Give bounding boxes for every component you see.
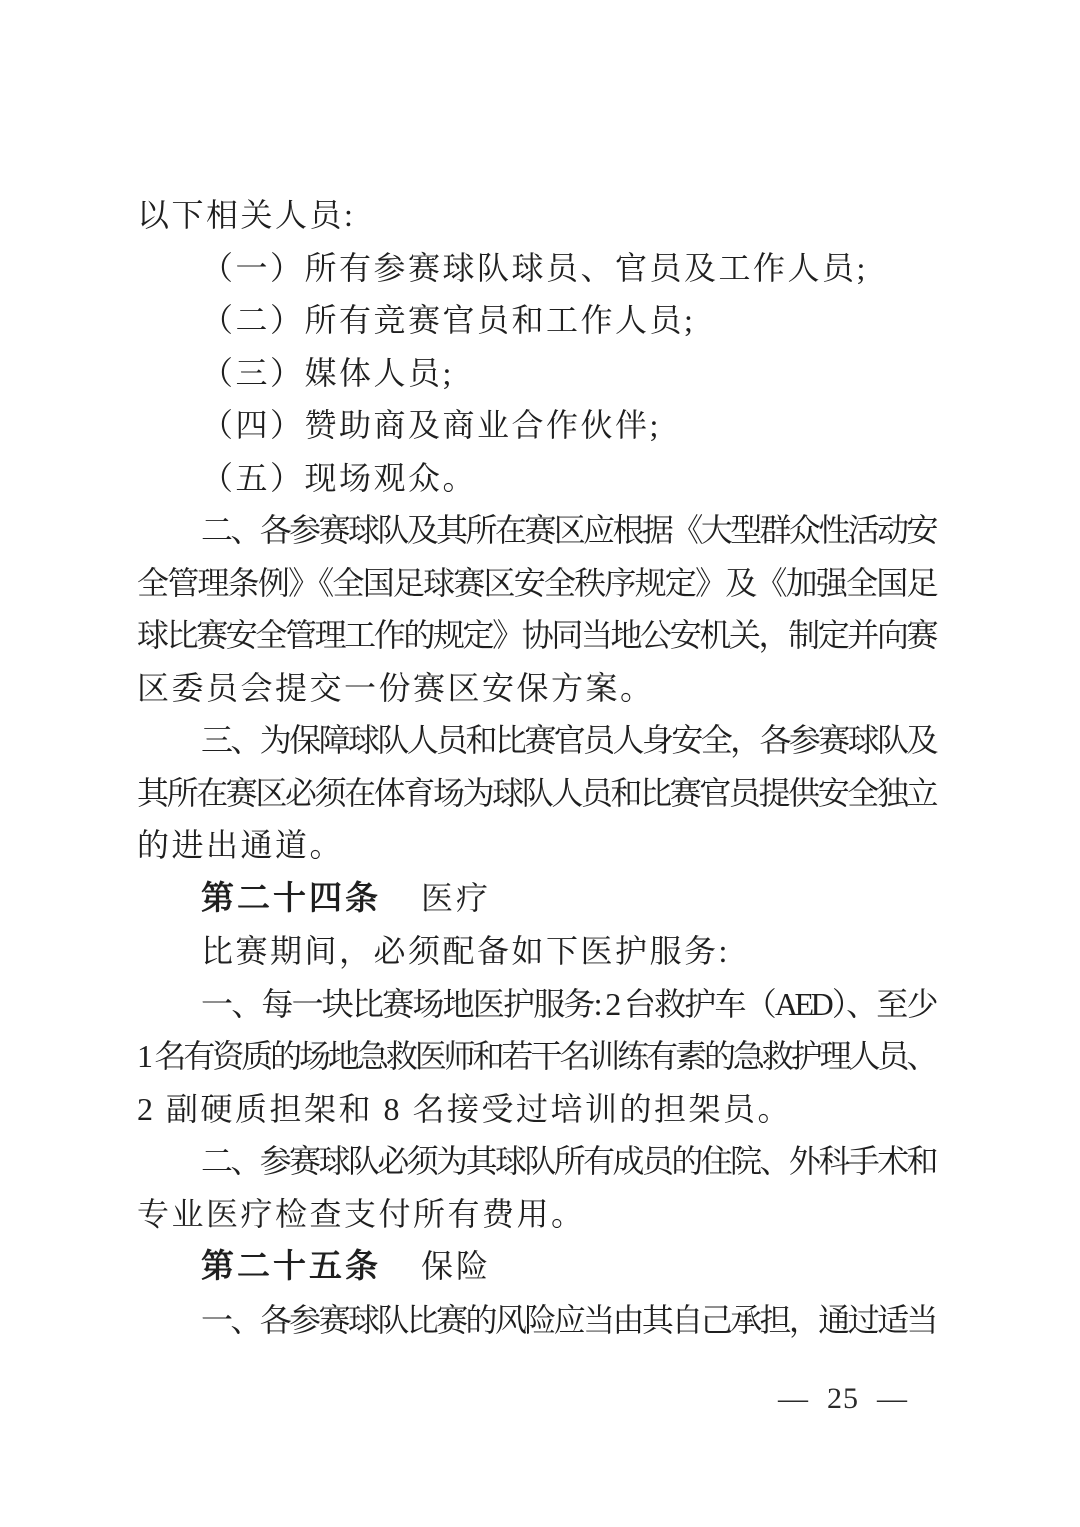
text-line: 的进出通道。 [137,827,345,863]
text-line: 二、参赛球队必须为其球队所有成员的住院、外科手术和 [201,1143,935,1179]
page-number-dash-left: — [778,1382,809,1415]
text-line: 其所在赛区必须在体育场为球队人员和比赛官员提供安全独立 [137,774,935,811]
text-line: 2 副硬质担架和 8 名接受过培训的担架员。 [137,1090,793,1127]
article-heading-25 [137,1240,935,1294]
article-number: 第二十四条 [201,880,381,917]
text-line: 全管理条例》《全国足球赛区安全秩序规定》及《加强全国足 [137,564,935,601]
article-heading-24 [137,872,935,926]
text-line: 一、每一块比赛场地医护服务: 2 台救护车（AED）、至少 [201,985,935,1022]
page-number-dash-right: — [877,1382,908,1415]
text-line: 一、各参赛球队比赛的风险应当由其自己承担，通过适当 [201,1301,935,1338]
article-title: 保险 [421,1248,492,1284]
list-item-5: （五）现场观众。 [201,459,478,496]
list-item-2: （二）所有竞赛官员和工作人员; [201,302,696,338]
list-item-3: （三）媒体人员; [201,354,454,391]
document-body [137,189,935,1346]
article-title: 医疗 [421,879,492,916]
text-line: 专业医疗检查支付所有费用。 [137,1195,586,1232]
article-number: 第二十五条 [201,1249,381,1285]
text-line: 区委员会提交一份赛区安保方案。 [137,669,655,706]
page-number [769,1381,917,1417]
page-number-value: 25 [827,1382,859,1415]
list-item-4: （四）赞助商及商业合作伙伴; [201,407,661,443]
text-line: 1 名有资质的场地急救医师和若干名训练有素的急救护理人员、 [137,1038,935,1074]
text-line: 三、为保障球队人员和比赛官员人身安全，各参赛球队及 [201,722,935,758]
text-line: 球比赛安全管理工作的规定》协同当地公安机关，制定并向赛 [137,617,935,653]
text-line: 比赛期间，必须配备如下医护服务: [201,933,730,969]
text-line: 以下相关人员: [137,197,356,233]
text-line: 二、各参赛球队及其所在赛区应根据《大型群众性活动安 [201,512,935,548]
list-item-1: （一）所有参赛球队球员、官员及工作人员; [201,249,868,286]
